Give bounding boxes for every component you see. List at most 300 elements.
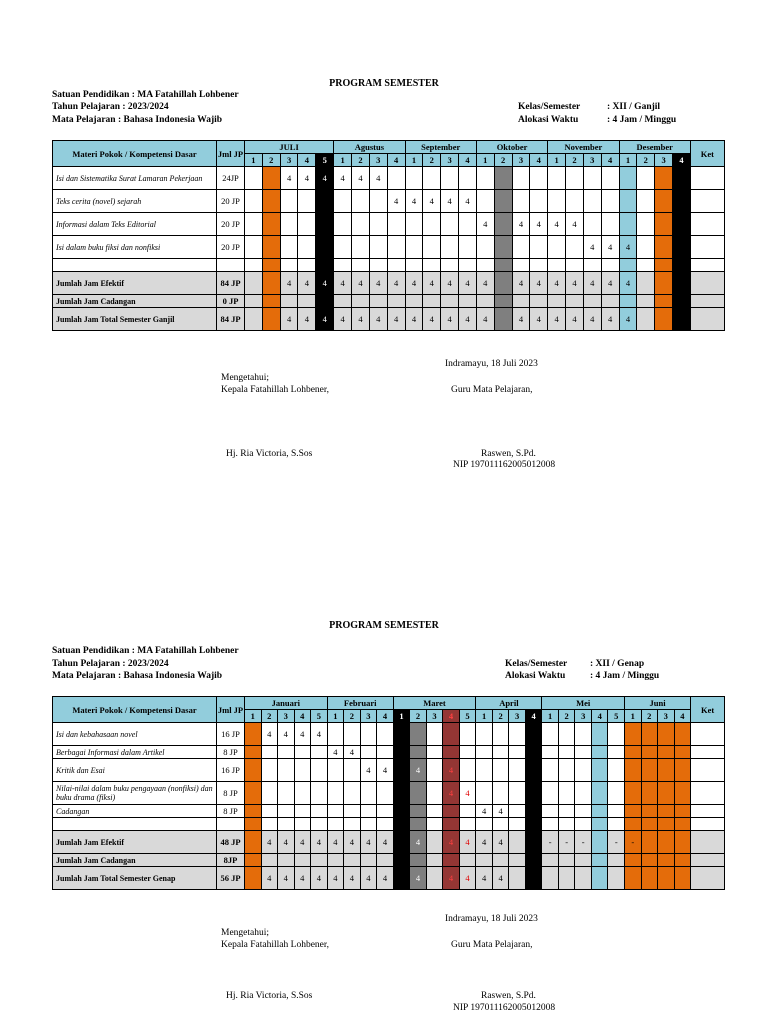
header-week: 3 — [655, 154, 673, 167]
week-cell — [494, 190, 512, 213]
week-cell — [245, 259, 263, 272]
week-cell — [459, 746, 476, 759]
week-cell — [558, 746, 575, 759]
week-cell: 4 — [344, 867, 361, 890]
header-week: 3 — [278, 710, 295, 723]
week-cell: 4 — [423, 190, 441, 213]
week-cell: 4 — [441, 272, 459, 295]
kelas-semester-label: Kelas/Semester — [518, 102, 581, 112]
week-cell — [352, 190, 370, 213]
week-cell: 4 — [280, 308, 298, 331]
week-cell — [245, 190, 263, 213]
kelas-semester-value: : XII / Genap — [590, 659, 645, 669]
week-cell — [655, 190, 673, 213]
week-cell — [334, 190, 352, 213]
week-cell — [494, 213, 512, 236]
satuan-pendidikan: Satuan Pendidikan : MA Fatahillah Lohbener — [52, 90, 239, 100]
week-cell — [423, 295, 441, 308]
week-cell — [525, 782, 542, 805]
week-cell — [426, 854, 443, 867]
week-cell — [591, 854, 608, 867]
alokasi-waktu-value: : 4 Jam / Minggu — [590, 671, 660, 681]
week-cell — [245, 213, 263, 236]
week-cell: 4 — [601, 236, 619, 259]
week-cell — [492, 723, 509, 746]
week-cell — [566, 190, 584, 213]
week-cell — [344, 759, 361, 782]
header-week: 2 — [494, 154, 512, 167]
header-month: Juni — [625, 697, 691, 710]
week-cell: 4 — [619, 308, 637, 331]
kepala-name: Hj. Ria Victoria, S.Sos — [226, 449, 313, 459]
week-cell — [673, 272, 691, 295]
week-cell — [459, 818, 476, 831]
week-cell — [245, 272, 263, 295]
week-cell — [352, 295, 370, 308]
alokasi-waktu-value: : 4 Jam / Minggu — [607, 115, 677, 125]
week-cell: 4 — [423, 272, 441, 295]
week-cell — [311, 818, 328, 831]
header-week: 1 — [334, 154, 352, 167]
row-jml-jp: 8JP — [217, 854, 245, 867]
week-cell — [262, 213, 280, 236]
week-cell — [245, 295, 263, 308]
week-cell: 4 — [459, 782, 476, 805]
week-cell — [575, 805, 592, 818]
week-cell: 4 — [601, 308, 619, 331]
week-cell — [369, 295, 387, 308]
week-cell — [674, 759, 691, 782]
header-week: 3 — [426, 710, 443, 723]
header-week: 4 — [601, 154, 619, 167]
week-cell — [369, 236, 387, 259]
header-week: 2 — [423, 154, 441, 167]
week-cell: 4 — [410, 867, 427, 890]
week-cell: 4 — [441, 190, 459, 213]
week-cell: 4 — [280, 272, 298, 295]
week-cell — [608, 723, 625, 746]
week-cell — [492, 818, 509, 831]
week-cell — [298, 236, 316, 259]
week-cell: 4 — [443, 831, 460, 854]
week-cell — [405, 213, 423, 236]
week-cell — [262, 190, 280, 213]
week-cell — [674, 867, 691, 890]
week-cell — [278, 759, 295, 782]
row-jml-jp — [217, 259, 245, 272]
week-cell — [360, 723, 377, 746]
header-month: April — [476, 697, 542, 710]
week-cell — [575, 782, 592, 805]
week-cell — [658, 723, 675, 746]
week-cell — [387, 167, 405, 190]
week-cell — [509, 867, 526, 890]
week-cell — [530, 259, 548, 272]
week-cell: 4 — [298, 167, 316, 190]
week-cell — [344, 723, 361, 746]
week-cell — [673, 213, 691, 236]
week-cell: 4 — [311, 831, 328, 854]
header-week: 2 — [492, 710, 509, 723]
week-cell — [583, 213, 601, 236]
week-cell — [262, 308, 280, 331]
week-cell — [352, 236, 370, 259]
row-materi: Isi dalam buku fiksi dan nonfiksi — [53, 236, 217, 259]
week-cell — [625, 723, 642, 746]
week-cell — [509, 805, 526, 818]
week-cell: 4 — [459, 308, 477, 331]
week-cell — [459, 295, 477, 308]
week-cell — [625, 782, 642, 805]
semester-2-title: PROGRAM SEMESTER — [329, 620, 439, 631]
header-month: Mei — [542, 697, 625, 710]
week-cell: 4 — [443, 782, 460, 805]
week-cell — [530, 167, 548, 190]
week-cell: 4 — [369, 272, 387, 295]
week-cell: - — [542, 831, 559, 854]
week-cell: 4 — [387, 308, 405, 331]
week-cell: 4 — [352, 272, 370, 295]
week-cell — [601, 167, 619, 190]
week-cell — [494, 259, 512, 272]
row-ket — [691, 759, 725, 782]
week-cell: 4 — [619, 272, 637, 295]
week-cell: 4 — [492, 805, 509, 818]
week-cell — [245, 308, 263, 331]
week-cell — [423, 213, 441, 236]
row-jml-jp: 56 JP — [217, 867, 245, 890]
week-cell: 4 — [334, 308, 352, 331]
header-week: 3 — [280, 154, 298, 167]
week-cell — [476, 759, 493, 782]
week-cell: 4 — [360, 759, 377, 782]
header-week: 2 — [261, 710, 278, 723]
mata-pelajaran: Mata Pelajaran : Bahasa Indonesia Wajib — [52, 115, 223, 125]
week-cell: 4 — [344, 746, 361, 759]
header-month: Februari — [327, 697, 393, 710]
satuan-pendidikan: Satuan Pendidikan : MA Fatahillah Lohbener — [52, 646, 239, 656]
week-cell — [316, 236, 334, 259]
week-cell — [542, 854, 559, 867]
row-ket — [690, 213, 724, 236]
week-cell — [674, 746, 691, 759]
week-cell — [548, 167, 566, 190]
week-cell — [591, 759, 608, 782]
week-cell — [360, 805, 377, 818]
week-cell — [426, 723, 443, 746]
week-cell — [492, 746, 509, 759]
week-cell — [655, 272, 673, 295]
week-cell — [641, 746, 658, 759]
kepala-name: Hj. Ria Victoria, S.Sos — [226, 991, 313, 1001]
week-cell — [625, 854, 642, 867]
row-jam-efektif — [53, 831, 725, 854]
week-cell — [512, 236, 530, 259]
week-cell — [625, 805, 642, 818]
table-row — [53, 805, 725, 818]
week-cell — [410, 782, 427, 805]
week-cell — [658, 867, 675, 890]
week-cell — [525, 746, 542, 759]
week-cell — [583, 259, 601, 272]
week-cell — [278, 805, 295, 818]
week-cell: 4 — [476, 867, 493, 890]
week-cell: 4 — [405, 190, 423, 213]
week-cell: 4 — [410, 831, 427, 854]
row-materi: Isi dan kebahasaan novel — [53, 723, 217, 746]
header-week: 3 — [369, 154, 387, 167]
week-cell: 4 — [410, 759, 427, 782]
week-cell — [608, 867, 625, 890]
week-cell — [334, 213, 352, 236]
header-week: 1 — [476, 154, 494, 167]
row-materi: Jumlah Jam Efektif — [53, 831, 217, 854]
week-cell: 4 — [476, 213, 494, 236]
week-cell — [360, 782, 377, 805]
week-cell — [459, 759, 476, 782]
week-cell — [423, 167, 441, 190]
header-week: 4 — [387, 154, 405, 167]
week-cell — [601, 190, 619, 213]
week-cell — [530, 295, 548, 308]
week-cell — [410, 818, 427, 831]
header-week: 1 — [327, 710, 344, 723]
row-ket — [690, 272, 724, 295]
week-cell — [360, 818, 377, 831]
week-cell: 4 — [369, 167, 387, 190]
semester-2-table — [52, 696, 725, 890]
week-cell — [583, 167, 601, 190]
row-jml-jp: 20 JP — [217, 190, 245, 213]
week-cell — [245, 805, 262, 818]
table-row — [53, 746, 725, 759]
week-cell: 4 — [387, 190, 405, 213]
week-cell — [608, 854, 625, 867]
week-cell — [280, 295, 298, 308]
row-materi: Jumlah Jam Total Semester Genap — [53, 867, 217, 890]
table-row — [53, 759, 725, 782]
week-cell: 4 — [423, 308, 441, 331]
week-cell: 4 — [566, 213, 584, 236]
week-cell — [655, 236, 673, 259]
week-cell — [658, 746, 675, 759]
week-cell — [360, 746, 377, 759]
week-cell — [575, 854, 592, 867]
week-cell — [530, 236, 548, 259]
week-cell — [509, 818, 526, 831]
week-cell — [583, 190, 601, 213]
week-cell — [327, 759, 344, 782]
week-cell: 4 — [476, 308, 494, 331]
week-cell — [548, 190, 566, 213]
week-cell — [316, 259, 334, 272]
week-cell: 4 — [566, 308, 584, 331]
header-jml-jp: Jml JP — [217, 697, 245, 723]
week-cell — [298, 259, 316, 272]
week-cell — [525, 723, 542, 746]
header-month: Agustus — [334, 141, 405, 154]
week-cell — [245, 167, 263, 190]
week-cell — [509, 746, 526, 759]
week-cell — [658, 818, 675, 831]
week-cell — [387, 295, 405, 308]
week-cell — [558, 854, 575, 867]
week-cell — [575, 867, 592, 890]
row-jml-jp: 0 JP — [217, 295, 245, 308]
row-jam-efektif — [53, 272, 725, 295]
week-cell — [494, 295, 512, 308]
week-cell — [387, 236, 405, 259]
week-cell: 4 — [459, 831, 476, 854]
mata-pelajaran: Mata Pelajaran : Bahasa Indonesia Wajib — [52, 671, 223, 681]
semester-1-table — [52, 140, 725, 331]
week-cell — [441, 213, 459, 236]
week-cell — [673, 295, 691, 308]
week-cell — [641, 759, 658, 782]
week-cell: 4 — [441, 308, 459, 331]
week-cell — [280, 259, 298, 272]
week-cell — [280, 190, 298, 213]
week-cell: 4 — [377, 867, 394, 890]
week-cell — [294, 782, 311, 805]
header-week: 4 — [443, 710, 460, 723]
week-cell: 4 — [492, 867, 509, 890]
week-cell — [512, 295, 530, 308]
week-cell — [608, 759, 625, 782]
week-cell: 4 — [360, 831, 377, 854]
week-cell — [344, 805, 361, 818]
header-week: 1 — [393, 710, 410, 723]
week-cell — [344, 854, 361, 867]
week-cell — [426, 818, 443, 831]
row-jml-jp: 8 JP — [217, 746, 245, 759]
header-month: November — [548, 141, 619, 154]
week-cell — [423, 259, 441, 272]
week-cell: 4 — [298, 272, 316, 295]
week-cell — [352, 259, 370, 272]
guru-title: Guru Mata Pelajaran, — [451, 385, 533, 395]
table-row — [53, 782, 725, 805]
alokasi-waktu-label: Alokasi Waktu — [518, 115, 579, 125]
week-cell — [530, 190, 548, 213]
week-cell: 4 — [476, 831, 493, 854]
week-cell — [344, 782, 361, 805]
header-week: 3 — [512, 154, 530, 167]
header-week: 4 — [530, 154, 548, 167]
week-cell — [245, 723, 262, 746]
row-jml-jp — [217, 818, 245, 831]
week-cell — [509, 759, 526, 782]
week-cell — [558, 759, 575, 782]
week-cell: 4 — [294, 867, 311, 890]
alokasi-waktu-label: Alokasi Waktu — [505, 671, 566, 681]
week-cell — [655, 213, 673, 236]
week-cell — [492, 854, 509, 867]
week-cell — [327, 805, 344, 818]
week-cell — [542, 818, 559, 831]
week-cell — [655, 259, 673, 272]
week-cell: 4 — [459, 867, 476, 890]
week-cell — [542, 723, 559, 746]
week-cell — [674, 831, 691, 854]
row-jam-total — [53, 308, 725, 331]
week-cell: 4 — [316, 308, 334, 331]
week-cell: 4 — [311, 867, 328, 890]
week-cell: - — [575, 831, 592, 854]
header-week: 4 — [674, 710, 691, 723]
week-cell: 4 — [377, 759, 394, 782]
week-cell — [619, 213, 637, 236]
week-cell: 4 — [476, 272, 494, 295]
place-date: Indramayu, 18 Juli 2023 — [445, 914, 538, 924]
week-cell — [673, 167, 691, 190]
header-materi: Materi Pokok / Kompetensi Dasar — [53, 697, 217, 723]
week-cell — [280, 213, 298, 236]
guru-title: Guru Mata Pelajaran, — [451, 940, 533, 950]
week-cell — [245, 854, 262, 867]
week-cell — [641, 818, 658, 831]
guru-nip: NIP 197011162005012008 — [453, 1003, 556, 1013]
week-cell: - — [558, 831, 575, 854]
week-cell — [525, 867, 542, 890]
row-jml-jp: 24JP — [217, 167, 245, 190]
week-cell — [558, 818, 575, 831]
header-week: 4 — [377, 710, 394, 723]
week-cell — [608, 805, 625, 818]
row-materi — [53, 259, 217, 272]
week-cell: 4 — [334, 167, 352, 190]
row-jml-jp: 8 JP — [217, 782, 245, 805]
row-materi: Berbagai Informasi dalam Artikel — [53, 746, 217, 759]
place-date: Indramayu, 18 Juli 2023 — [445, 359, 538, 369]
header-week: 1 — [542, 710, 559, 723]
week-cell — [245, 236, 263, 259]
week-cell — [525, 818, 542, 831]
week-cell: 4 — [405, 272, 423, 295]
week-cell — [591, 831, 608, 854]
week-cell — [377, 818, 394, 831]
row-materi: Jumlah Jam Total Semester Ganjil — [53, 308, 217, 331]
week-cell — [334, 236, 352, 259]
row-ket — [691, 831, 725, 854]
week-cell — [393, 782, 410, 805]
week-cell — [509, 782, 526, 805]
row-materi: Teks cerita (novel) sejarah — [53, 190, 217, 213]
week-cell — [641, 854, 658, 867]
week-cell: 4 — [583, 272, 601, 295]
row-materi: Jumlah Jam Efektif — [53, 272, 217, 295]
week-cell: 4 — [583, 308, 601, 331]
week-cell: 4 — [327, 867, 344, 890]
week-cell — [377, 746, 394, 759]
week-cell: 4 — [443, 759, 460, 782]
row-ket — [690, 190, 724, 213]
week-cell — [542, 805, 559, 818]
week-cell — [278, 818, 295, 831]
header-week: 5 — [608, 710, 625, 723]
week-cell — [658, 854, 675, 867]
week-cell — [575, 818, 592, 831]
week-cell: 4 — [294, 723, 311, 746]
week-cell — [641, 723, 658, 746]
week-cell — [566, 259, 584, 272]
week-cell — [387, 259, 405, 272]
week-cell — [294, 759, 311, 782]
week-cell — [245, 746, 262, 759]
week-cell — [294, 818, 311, 831]
week-cell — [673, 259, 691, 272]
header-week: 1 — [245, 710, 262, 723]
